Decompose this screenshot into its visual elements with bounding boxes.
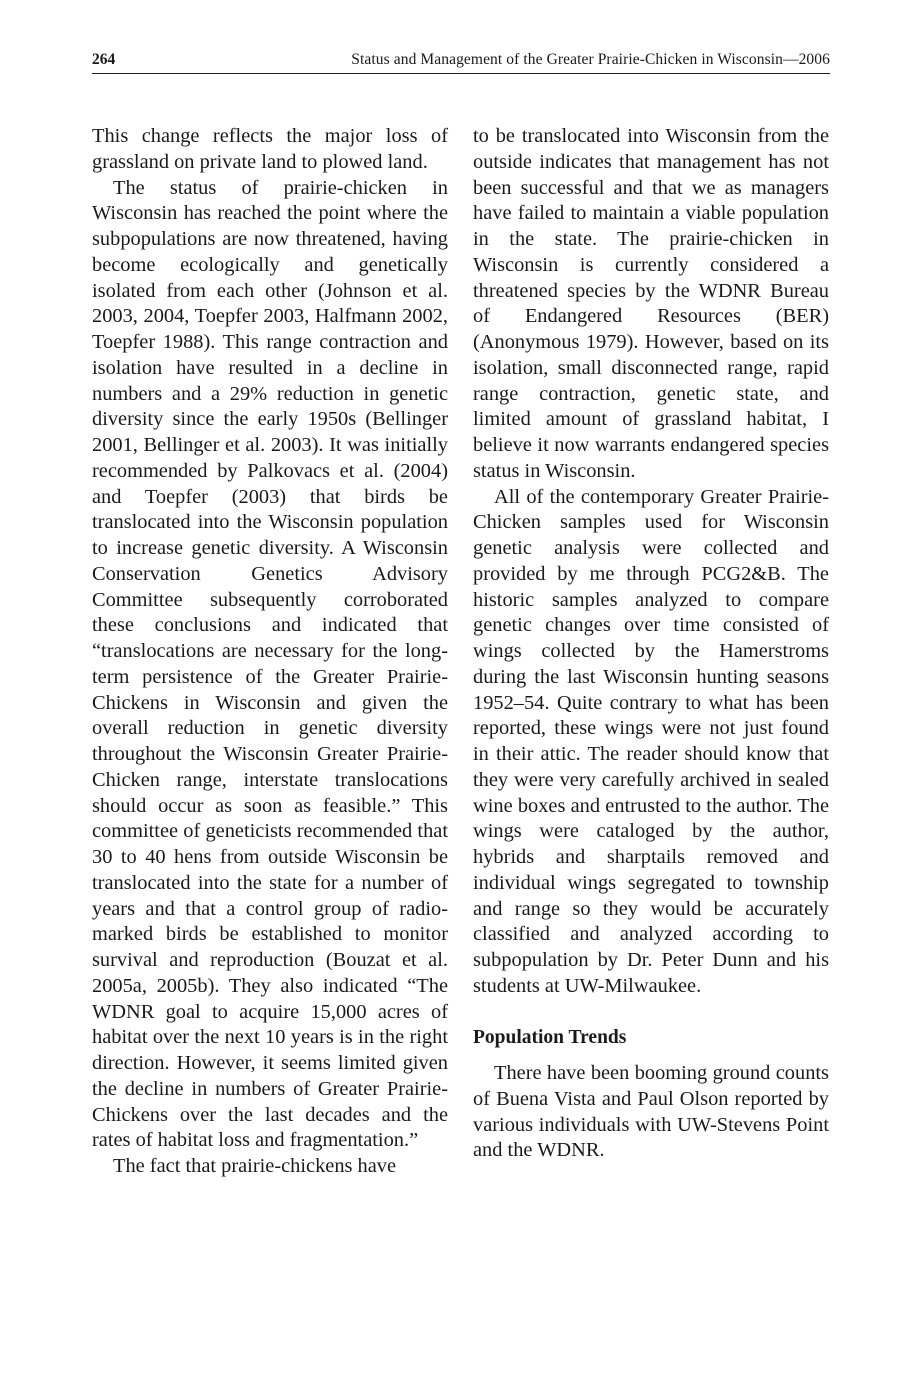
running-title: Status and Management of the Greater Prairie-Chicken in Wisconsin—2006: [351, 51, 830, 68]
paragraph: The status of prairie-chicken in Wisconsin has reached the point where the subpopulations are now threatened, having become ecologically and genetically isolated from each other (Johnson et al. 2003, 2004, Toepfer 2003, Halfmann 2002, Toepfer 1988). This range contraction and isolation have resulted in a decline in numbers and a 29% reduction in genetic diversity since the early 1950s (Bellinger 2001, Bellinger et al. 2003). It was initially recommended by Palkovacs et al. (2004) and Toepfer (2003) that birds be translocated into the Wisconsin population to increase genetic diversity. A Wisconsin Conservation Genetics Advisory Committee subsequently corroborated these conclusions and indicated that “translocations are necessary for the long-term persistence of the Greater Prairie-Chickens in Wisconsin and given the overall reduction in genetic diversity throughout the Wisconsin Greater Prairie-Chicken range, interstate translocations should occur as soon as feasible.” This committee of geneticists recommended that 30 to 40 hens from outside Wisconsin be translocated into the state for a number of years and that a control group of radio-marked birds be established to monitor survival and reproduction (Bouzat et al. 2005a, 2005b). They also indicated “The WDNR goal to acquire 15,000 acres of habitat over the next 10 years is in the right direction. However, it seems limited given the decline in numbers of Greater Prairie-Chickens over the last decades and the rates of habitat loss and fragmentation.”: [92, 176, 448, 1152]
right-column: [473, 124, 829, 1164]
paragraph: to be translocated into Wisconsin from the outside indicates that management has not been successful and that we as managers have failed to maintain a viable population in the state. The prairie-chicken in Wisconsin is currently considered a threatened species by the WDNR Bureau of Endangered Resources (BER) (Anonymous 1979). However, based on its isolation, small disconnected range, rapid range contraction, genetic state, and limited amount of grassland habitat, I believe it now warrants endangered species status in Wisconsin.: [473, 125, 829, 482]
header-rule: [92, 73, 830, 74]
paragraph: There have been booming ground counts of Buena Vista and Paul Olson reported by various individuals with UW-Stevens Point and the WDNR.: [473, 1062, 829, 1162]
paragraph: All of the contemporary Greater Prairie-Chicken samples used for Wisconsin genetic analysis were collected and provided by me through PCG2&B. The historic samples analyzed to compare genetic changes over time consisted of wings collected by the Hamerstroms during the last Wisconsin hunting seasons 1952–54. Quite contrary to what has been reported, these wings were not just found in their attic. The reader should know that they were very carefully archived in sealed wine boxes and entrusted to the author. The wings were cataloged by the author, hybrids and sharptails removed and individual wings segregated to township and range so they would be accurately classified and analyzed according to subpopulation by Dr. Peter Dunn and his students at UW-Milwaukee.: [473, 485, 829, 997]
section-heading: Population Trends: [473, 1027, 627, 1049]
left-column: [92, 124, 448, 1180]
running-header: [92, 50, 830, 72]
page-number: 264: [92, 51, 116, 68]
paragraph: The fact that prairie-chickens have: [113, 1155, 397, 1177]
paragraph: This change reflects the major loss of grassland on private land to plowed land.: [92, 125, 448, 173]
